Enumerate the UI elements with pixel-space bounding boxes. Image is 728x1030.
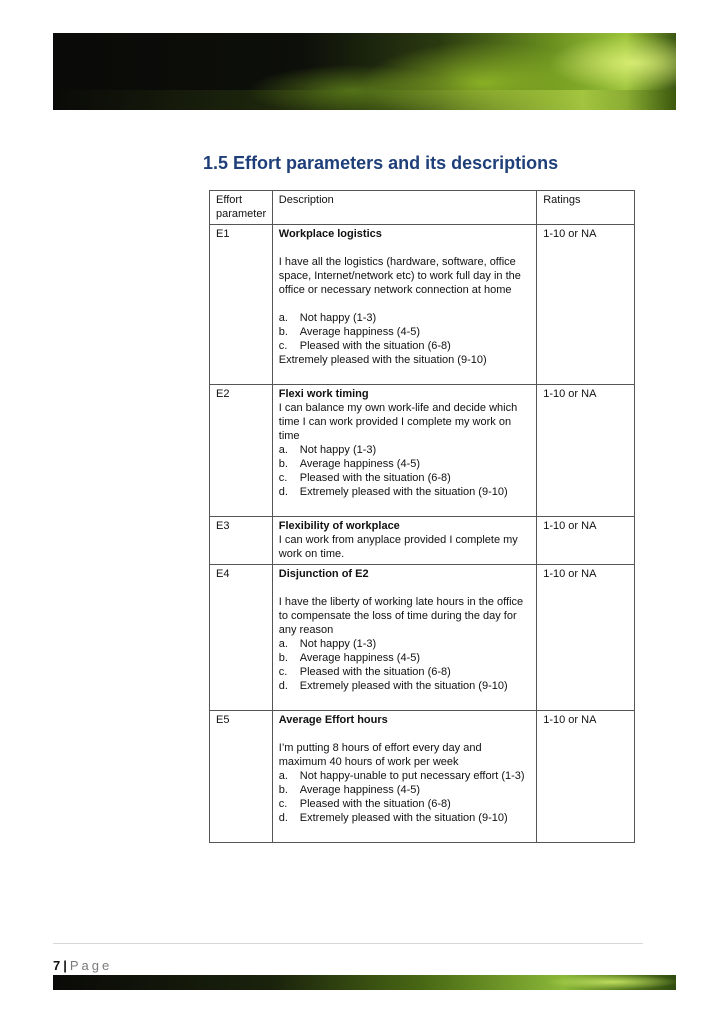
item-text: I have all the logistics (hardware, software, office space, Internet/network etc) to work full day in the office or necessary network connection at home: [278, 256, 521, 296]
header-banner-highlight: [53, 90, 676, 110]
page-word: Page: [69, 958, 113, 973]
list-item: a. Not happy (1-3): [278, 312, 377, 324]
item-title: Disjunction of E2: [278, 568, 369, 580]
list-item: c. Pleased with the situation (6-8): [278, 340, 451, 352]
table-row: [210, 517, 635, 565]
section-heading: [203, 153, 558, 174]
footer-banner: [53, 975, 676, 990]
table-header-row: [210, 191, 635, 225]
list-item: a. Not happy-unable to put necessary effort (1-3): [278, 770, 525, 782]
item-text: I can work from anyplace provided I complete my work on time.: [278, 534, 518, 560]
table-row: [210, 225, 635, 385]
parameter-id: E4: [210, 565, 273, 711]
rating-levels: [279, 443, 531, 499]
rating-cell: 1-10 or NA: [537, 517, 635, 565]
item-title: Workplace logistics: [278, 228, 382, 240]
description-cell: [272, 517, 536, 565]
rating-cell: 1-10 or NA: [537, 385, 635, 517]
table-row: [210, 711, 635, 843]
item-text: I can balance my own work-life and decide which time I can work provided I complete my work on time: [278, 402, 518, 442]
list-item: d. Extremely pleased with the situation (9-10): [278, 680, 508, 692]
description-cell: [272, 385, 536, 517]
header-description: Description: [272, 191, 536, 225]
list-item: a. Not happy (1-3): [278, 638, 377, 650]
footer-divider: [53, 943, 643, 944]
rating-cell: 1-10 or NA: [537, 711, 635, 843]
description-cell: [272, 225, 536, 385]
rating-levels: [279, 769, 531, 825]
list-item: b. Average happiness (4-5): [278, 326, 421, 338]
list-item: b. Average happiness (4-5): [278, 458, 421, 470]
header-ratings: Ratings: [537, 191, 635, 225]
rating-cell: 1-10 or NA: [537, 565, 635, 711]
page-number: 7: [53, 958, 61, 973]
list-item: b. Average happiness (4-5): [278, 784, 421, 796]
list-item: b. Average happiness (4-5): [278, 652, 421, 664]
page-separator: |: [63, 958, 67, 973]
item-closing: Extremely pleased with the situation (9-10): [278, 354, 487, 366]
list-item: c. Pleased with the situation (6-8): [278, 798, 451, 810]
rating-levels: [279, 311, 531, 353]
parameter-id: E5: [210, 711, 273, 843]
item-text: I have the liberty of working late hours in the office to compensate the loss of time during the day for any reason: [278, 596, 524, 636]
parameter-id: E3: [210, 517, 273, 565]
rating-cell: 1-10 or NA: [537, 225, 635, 385]
description-cell: [272, 711, 536, 843]
description-cell: [272, 565, 536, 711]
parameter-id: E2: [210, 385, 273, 517]
item-text: I’m putting 8 hours of effort every day and maximum 40 hours of work per week: [278, 742, 482, 768]
item-title: Flexi work timing: [278, 388, 369, 400]
list-item: d. Extremely pleased with the situation (9-10): [278, 812, 508, 824]
item-title: Average Effort hours: [278, 714, 388, 726]
list-item: d. Extremely pleased with the situation (9-10): [278, 486, 508, 498]
list-item: c. Pleased with the situation (6-8): [278, 472, 451, 484]
list-item: a. Not happy (1-3): [278, 444, 377, 456]
item-title: Flexibility of workplace: [278, 520, 400, 532]
section-number: 1.5: [203, 153, 229, 173]
header-parameter: Effort parameter: [210, 191, 273, 225]
list-item: c. Pleased with the situation (6-8): [278, 666, 451, 678]
effort-parameters-table: [209, 190, 635, 843]
table-row: [210, 385, 635, 517]
table-row: [210, 565, 635, 711]
rating-levels: [279, 637, 531, 693]
page-number-footer: [53, 958, 112, 973]
section-title: Effort parameters and its descriptions: [233, 153, 559, 173]
parameter-id: E1: [210, 225, 273, 385]
